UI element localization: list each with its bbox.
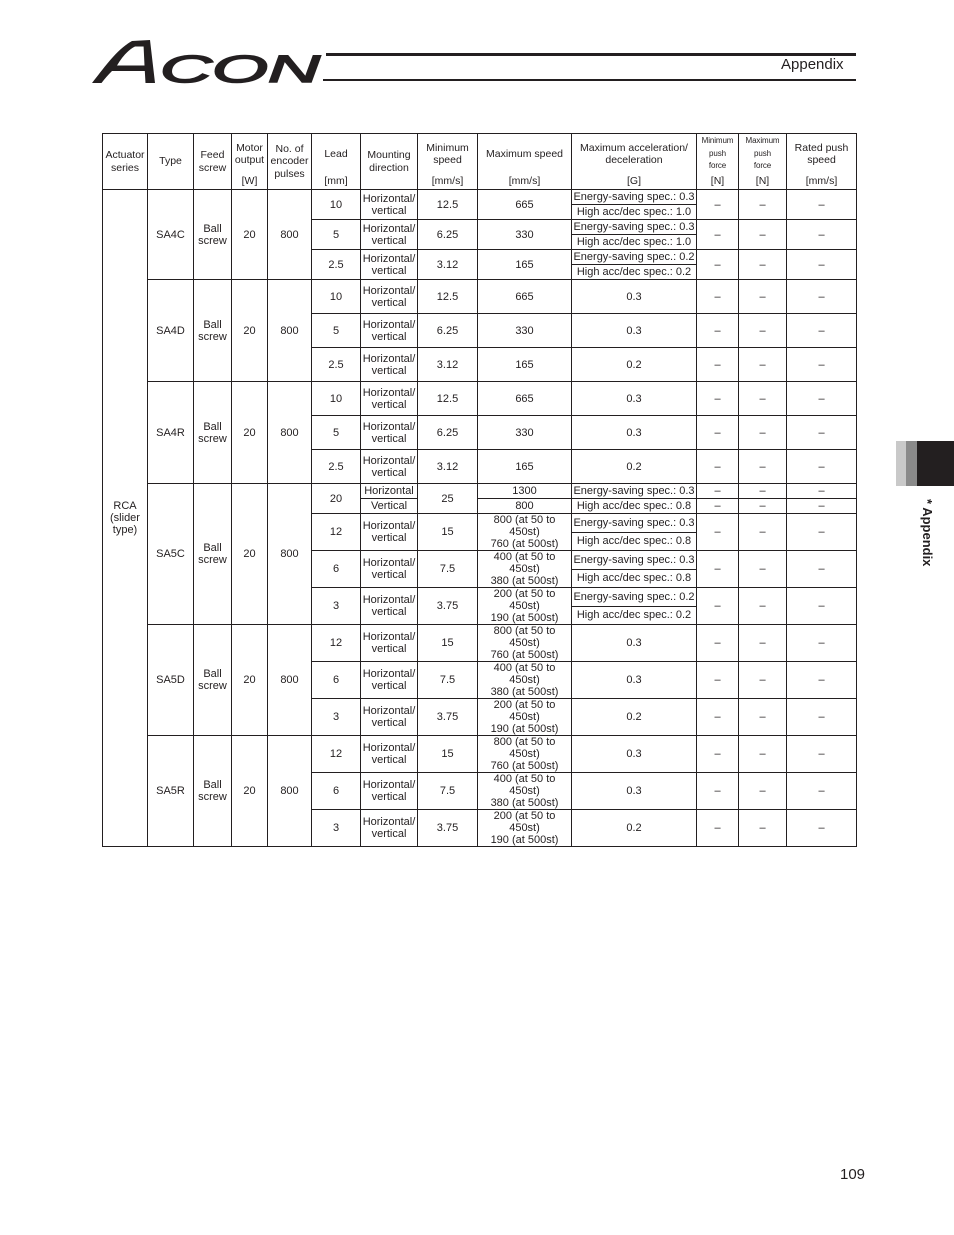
accel-cell: 0.3 (572, 662, 697, 699)
rated-push-cell: – (787, 484, 857, 499)
table-row (103, 484, 857, 499)
section-title: Appendix (781, 56, 844, 73)
column-header-label: Minimum push force (701, 136, 734, 171)
min-push-cell: – (697, 810, 739, 847)
rated-push-cell: – (787, 190, 857, 220)
lead-cell: 3 (312, 588, 361, 625)
actuator-series-cell: RCA (slider type) (103, 190, 148, 847)
column-header-content (312, 134, 360, 189)
mounting-cell: Horizontal/ vertical (361, 773, 418, 810)
lead-cell: 3 (312, 699, 361, 736)
column-header-label: Mounting direction (367, 149, 411, 174)
max-push-cell: – (739, 484, 787, 499)
column-header (697, 134, 739, 190)
max-speed-cell: 200 (at 50 to 450st) 190 (at 500st) (478, 810, 572, 847)
min-speed-cell: 12.5 (418, 382, 478, 416)
accel-cell: 0.2 (572, 348, 697, 382)
min-speed-cell: 3.12 (418, 250, 478, 280)
accel-cell: Energy-saving spec.: 0.3 (572, 551, 697, 570)
column-header-unit: [N] (755, 175, 770, 187)
column-header-content (194, 134, 231, 189)
column-header (739, 134, 787, 190)
min-push-cell: – (697, 220, 739, 250)
accel-cell: High acc/dec spec.: 0.8 (572, 569, 697, 588)
max-push-cell: – (739, 625, 787, 662)
mounting-cell: Horizontal/ vertical (361, 280, 418, 314)
column-header-label: Maximum push force (745, 136, 780, 171)
side-tab-label: * Appendix (920, 499, 935, 567)
table-row (103, 625, 857, 662)
accel-cell: Energy-saving spec.: 0.3 (573, 221, 695, 233)
max-speed-cell: 330 (478, 220, 572, 250)
min-speed-cell: 12.5 (418, 280, 478, 314)
max-speed-cell: 800 (478, 499, 572, 514)
motor-output-cell: 20 (232, 382, 268, 484)
page-number: 109 (840, 1166, 866, 1183)
min-push-cell: – (697, 382, 739, 416)
max-push-cell: – (739, 499, 787, 514)
column-header-content (418, 134, 477, 189)
min-speed-cell: 15 (418, 625, 478, 662)
accel-cell: High acc/dec spec.: 0.2 (572, 606, 697, 625)
min-push-cell: – (697, 190, 739, 220)
accel-cell: 0.2 (572, 450, 697, 484)
min-speed-cell: 3.75 (418, 588, 478, 625)
lead-cell: 3 (312, 810, 361, 847)
rated-push-cell: – (787, 662, 857, 699)
lead-cell: 20 (312, 484, 361, 514)
accel-cell: Energy-saving spec.: 0.3 (573, 485, 695, 497)
tab-stripe-light (896, 441, 906, 486)
column-header-label: Minimum speed (426, 141, 469, 166)
feed-screw-cell: Ball screw (194, 484, 232, 625)
column-header-unit: [mm] (324, 175, 348, 187)
column-header (572, 134, 697, 190)
tab-block-dark (917, 441, 954, 486)
mounting-cell: Horizontal/ vertical (361, 416, 418, 450)
rated-push-cell: – (787, 450, 857, 484)
table-head (103, 134, 857, 190)
min-push-cell: – (697, 416, 739, 450)
lead-cell: 6 (312, 662, 361, 699)
column-header-content (787, 134, 856, 189)
type-cell: SA4R (148, 382, 194, 484)
max-push-cell: – (739, 810, 787, 847)
min-push-cell: – (697, 314, 739, 348)
rated-push-cell: – (787, 499, 857, 514)
mounting-cell: Horizontal/ vertical (361, 736, 418, 773)
lead-cell: 12 (312, 736, 361, 773)
lead-cell: 10 (312, 382, 361, 416)
max-speed-cell: 165 (478, 250, 572, 280)
rated-push-cell: – (787, 250, 857, 280)
min-speed-cell: 7.5 (418, 662, 478, 699)
column-header (361, 134, 418, 190)
header-row (103, 134, 857, 190)
min-speed-cell: 25 (418, 484, 478, 514)
max-push-cell: – (739, 220, 787, 250)
max-speed-cell: 330 (478, 314, 572, 348)
accel-cell: Energy-saving spec.: 0.3 (573, 191, 695, 203)
tab-stripe-mid (906, 441, 917, 486)
table-row (103, 382, 857, 416)
max-speed-cell: 400 (at 50 to 450st) 380 (at 500st) (478, 662, 572, 699)
column-header (194, 134, 232, 190)
mounting-cell: Horizontal/ vertical (361, 314, 418, 348)
logo-initial-mark (92, 40, 155, 83)
min-speed-cell: 3.75 (418, 810, 478, 847)
encoder-pulses-cell: 800 (268, 625, 312, 736)
type-cell: SA4C (148, 190, 194, 280)
max-speed-cell: 200 (at 50 to 450st) 190 (at 500st) (478, 699, 572, 736)
column-header-content (697, 134, 738, 189)
rated-push-cell: – (787, 773, 857, 810)
feed-screw-cell: Ball screw (194, 625, 232, 736)
mounting-cell: Horizontal/ vertical (361, 190, 418, 220)
type-cell: SA4D (148, 280, 194, 382)
accel-cell: 0.3 (572, 625, 697, 662)
min-speed-cell: 3.12 (418, 450, 478, 484)
mounting-cell: Horizontal (361, 484, 418, 499)
column-header-content (478, 134, 571, 189)
column-header (418, 134, 478, 190)
accel-cell: High acc/dec spec.: 0.8 (572, 499, 697, 514)
column-header (312, 134, 361, 190)
lead-cell: 10 (312, 190, 361, 220)
min-push-cell: – (697, 348, 739, 382)
feed-screw-cell: Ball screw (194, 190, 232, 280)
type-cell: SA5C (148, 484, 194, 625)
min-speed-cell: 7.5 (418, 551, 478, 588)
min-push-cell: – (697, 450, 739, 484)
accel-cell: High acc/dec spec.: 1.0 (572, 205, 697, 220)
spec-table (102, 133, 857, 847)
max-speed-cell: 800 (at 50 to 450st) 760 (at 500st) (478, 514, 572, 551)
mounting-cell: Horizontal/ vertical (361, 382, 418, 416)
max-speed-cell: 400 (at 50 to 450st) 380 (at 500st) (478, 773, 572, 810)
feed-screw-cell: Ball screw (194, 736, 232, 847)
feed-screw-cell: Ball screw (194, 382, 232, 484)
min-push-cell: – (697, 736, 739, 773)
rated-push-cell: – (787, 280, 857, 314)
header-rule-top (326, 53, 856, 56)
accel-cell: 0.3 (572, 280, 697, 314)
rated-push-cell: – (787, 348, 857, 382)
min-push-cell: – (697, 625, 739, 662)
column-header-content (268, 134, 311, 189)
accel-cell: Energy-saving spec.: 0.2 (572, 588, 697, 607)
lead-cell: 5 (312, 314, 361, 348)
max-speed-cell: 665 (478, 382, 572, 416)
max-speed-cell: 800 (at 50 to 450st) 760 (at 500st) (478, 625, 572, 662)
max-push-cell: – (739, 314, 787, 348)
logo-wordmark: CON (160, 49, 322, 84)
max-speed-cell: 330 (478, 416, 572, 450)
column-header-label: No. of encoder pulses (270, 142, 309, 180)
type-cell: SA5R (148, 736, 194, 847)
min-speed-cell: 15 (418, 514, 478, 551)
column-header-content (361, 134, 417, 189)
column-header-unit: [mm/s] (805, 175, 838, 187)
max-push-cell: – (739, 514, 787, 551)
accel-cell: High acc/dec spec.: 0.2 (572, 265, 697, 280)
min-push-cell: – (697, 699, 739, 736)
rated-push-cell: – (787, 810, 857, 847)
min-push-cell: – (697, 551, 739, 588)
max-push-cell: – (739, 416, 787, 450)
max-push-cell: – (739, 450, 787, 484)
accel-cell: Energy-saving spec.: 0.3 (572, 514, 697, 533)
column-header-label: Actuator series (105, 149, 145, 174)
column-header-content (572, 134, 696, 189)
accel-cell: 0.3 (572, 773, 697, 810)
table-row (103, 190, 857, 205)
min-push-cell: – (697, 588, 739, 625)
max-push-cell: – (739, 280, 787, 314)
column-header-label: Maximum speed (485, 147, 564, 160)
min-speed-cell: 3.12 (418, 348, 478, 382)
column-header (232, 134, 268, 190)
accel-cell: High acc/dec spec.: 0.8 (572, 532, 697, 551)
column-header-unit: [W] (241, 175, 258, 187)
accel-cell: 0.3 (572, 416, 697, 450)
feed-screw-cell: Ball screw (194, 280, 232, 382)
column-header-content (148, 134, 193, 189)
max-speed-cell: 665 (478, 280, 572, 314)
min-speed-cell: 6.25 (418, 220, 478, 250)
max-push-cell: – (739, 348, 787, 382)
mounting-cell: Horizontal/ vertical (361, 662, 418, 699)
mounting-cell: Horizontal/ vertical (361, 625, 418, 662)
max-push-cell: – (739, 382, 787, 416)
table-body (103, 190, 857, 847)
column-header-unit: [G] (626, 175, 641, 187)
rated-push-cell: – (787, 382, 857, 416)
encoder-pulses-cell: 800 (268, 484, 312, 625)
column-header-label: Lead (324, 147, 348, 160)
type-cell: SA5D (148, 625, 194, 736)
column-header-unit: [mm/s] (508, 175, 541, 187)
mounting-cell: Horizontal/ vertical (361, 514, 418, 551)
column-header-label: Type (159, 155, 182, 168)
mounting-cell: Horizontal/ vertical (361, 588, 418, 625)
min-speed-cell: 6.25 (418, 314, 478, 348)
rated-push-cell: – (787, 514, 857, 551)
accel-cell: 0.2 (572, 810, 697, 847)
min-speed-cell: 7.5 (418, 773, 478, 810)
max-speed-cell: 165 (478, 450, 572, 484)
min-speed-cell: 3.75 (418, 699, 478, 736)
accel-cell: 0.3 (572, 314, 697, 348)
acon-logo (92, 38, 326, 84)
min-push-cell: – (697, 280, 739, 314)
lead-cell: 12 (312, 625, 361, 662)
table-row (103, 280, 857, 314)
column-header-label: Maximum acceleration/ deceleration (580, 141, 688, 166)
mounting-cell: Horizontal/ vertical (361, 250, 418, 280)
motor-output-cell: 20 (232, 736, 268, 847)
lead-cell: 5 (312, 416, 361, 450)
column-header (478, 134, 572, 190)
column-header-unit: [mm/s] (431, 175, 464, 187)
mounting-cell: Horizontal/ vertical (361, 348, 418, 382)
mounting-cell: Horizontal/ vertical (361, 220, 418, 250)
lead-cell: 5 (312, 220, 361, 250)
min-speed-cell: 12.5 (418, 190, 478, 220)
motor-output-cell: 20 (232, 280, 268, 382)
encoder-pulses-cell: 800 (268, 280, 312, 382)
table-row (103, 736, 857, 773)
max-push-cell: – (739, 699, 787, 736)
column-header (787, 134, 857, 190)
motor-output-cell: 20 (232, 190, 268, 280)
min-push-cell: – (697, 250, 739, 280)
max-push-cell: – (739, 662, 787, 699)
column-header-content (232, 134, 267, 189)
rated-push-cell: – (787, 416, 857, 450)
rated-push-cell: – (787, 314, 857, 348)
column-header (268, 134, 312, 190)
column-header (148, 134, 194, 190)
encoder-pulses-cell: 800 (268, 382, 312, 484)
min-push-cell: – (697, 514, 739, 551)
lead-cell: 2.5 (312, 348, 361, 382)
column-header-content (103, 134, 147, 189)
column-header-content (739, 134, 786, 189)
encoder-pulses-cell: 800 (268, 736, 312, 847)
lead-cell: 6 (312, 551, 361, 588)
max-speed-cell: 665 (478, 190, 572, 220)
lead-cell: 2.5 (312, 250, 361, 280)
mounting-cell: Horizontal/ vertical (361, 810, 418, 847)
accel-cell: Energy-saving spec.: 0.2 (573, 251, 695, 263)
encoder-pulses-cell: 800 (268, 190, 312, 280)
max-speed-cell: 165 (478, 348, 572, 382)
max-speed-cell: 200 (at 50 to 450st) 190 (at 500st) (478, 588, 572, 625)
min-push-cell: – (697, 499, 739, 514)
motor-output-cell: 20 (232, 625, 268, 736)
mounting-cell: Horizontal/ vertical (361, 699, 418, 736)
mounting-cell: Horizontal/ vertical (361, 450, 418, 484)
min-push-cell: – (697, 484, 739, 499)
max-push-cell: – (739, 773, 787, 810)
max-speed-cell: 400 (at 50 to 450st) 380 (at 500st) (478, 551, 572, 588)
lead-cell: 10 (312, 280, 361, 314)
rated-push-cell: – (787, 736, 857, 773)
rated-push-cell: – (787, 699, 857, 736)
accel-cell: 0.3 (572, 382, 697, 416)
accel-cell: High acc/dec spec.: 1.0 (572, 235, 697, 250)
mounting-cell: Vertical (361, 499, 418, 514)
lead-cell: 6 (312, 773, 361, 810)
rated-push-cell: – (787, 551, 857, 588)
side-tab (896, 441, 954, 486)
min-speed-cell: 6.25 (418, 416, 478, 450)
max-push-cell: – (739, 250, 787, 280)
max-push-cell: – (739, 736, 787, 773)
accel-cell: 0.2 (572, 699, 697, 736)
rated-push-cell: – (787, 588, 857, 625)
rated-push-cell: – (787, 625, 857, 662)
max-push-cell: – (739, 588, 787, 625)
motor-output-cell: 20 (232, 484, 268, 625)
column-header-label: Feed screw (198, 149, 227, 174)
max-push-cell: – (739, 551, 787, 588)
max-speed-cell: 1300 (478, 484, 572, 499)
column-header-unit: [N] (710, 175, 725, 187)
min-speed-cell: 15 (418, 736, 478, 773)
column-header-label: Motor output (234, 141, 265, 166)
max-push-cell: – (739, 190, 787, 220)
min-push-cell: – (697, 662, 739, 699)
min-push-cell: – (697, 773, 739, 810)
column-header (103, 134, 148, 190)
lead-cell: 2.5 (312, 450, 361, 484)
rated-push-cell: – (787, 220, 857, 250)
header-rule-bottom (323, 79, 856, 81)
accel-cell: 0.3 (572, 736, 697, 773)
lead-cell: 12 (312, 514, 361, 551)
mounting-cell: Horizontal/ vertical (361, 551, 418, 588)
column-header-label: Rated push speed (794, 141, 849, 166)
max-speed-cell: 800 (at 50 to 450st) 760 (at 500st) (478, 736, 572, 773)
